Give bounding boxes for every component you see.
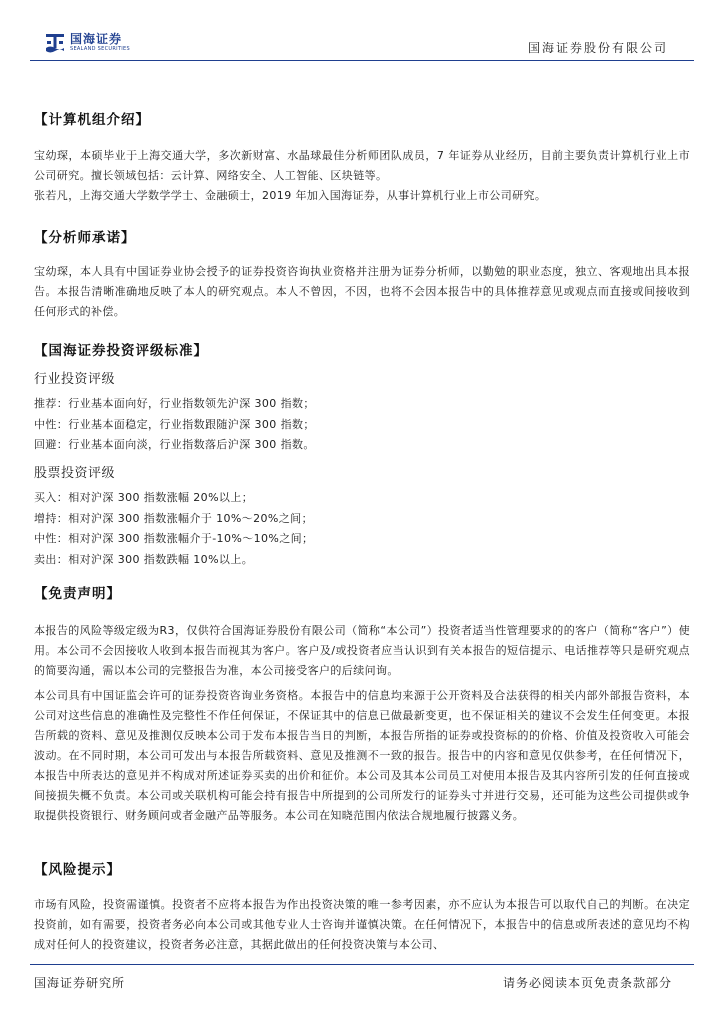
section-title-team: 【计算机组介绍】 [34,112,150,128]
industry-rating-list [34,394,315,456]
footer-disclaimer-note: 请务必阅读本页免责条款部分 [502,976,672,990]
commitment-paragraph-1: 宝幼琛，本人具有中国证券业协会授予的证券投资咨询执业资格并注册为证券分析师，以勤勉的职业态度，独立、客观地出具本报告。本报告清晰准确地反映了本人的研究观点。本人不曾因，不因，也将不会因本报告中的具体推荐意见或观点而直接或间接收到任何形式的补偿。 [34,265,690,318]
company-name: 国海证券股份有限公司 [527,41,668,55]
section-title-rating: 【国海证券投资评级标准】 [34,343,208,359]
team-paragraph-1: 宝幼琛，本硕毕业于上海交通大学，多次新财富、水晶球最佳分析师团队成员，7 年证券从业经历，目前主要负责计算机行业上市公司研究。擅长领域包括：云计算、网络安全、人工智能、区块链等。 [34,149,690,182]
risk-paragraph-1: 市场有风险，投资需谨慎。投资者不应将本报告为作出投资决策的唯一参考因素，亦不应认为本报告可以取代自己的判断。在决定投资前，如有需要，投资者务必向本公司或其他专业人士咨询并谨慎决策。在任何情况下，本报告中的信息或所表述的意见均不构成对任何人的投资建议，投资者务必注意，其据此做出的任何投资决策与本公司、 [34,898,690,951]
section-title-disclaimer: 【免责声明】 [34,586,121,602]
team-intro [34,146,690,206]
team-paragraph-2: 张若凡，上海交通大学数学学士、金融硕士，2019 年加入国海证券，从事计算机行业上市公司研究。 [34,189,547,202]
stock-rating-item: 卖出：相对沪深 300 指数跌幅 10%以上。 [34,552,254,566]
section-title-commitment: 【分析师承诺】 [34,230,136,246]
industry-rating-item: 回避：行业基本面向淡，行业指数落后沪深 300 指数。 [34,438,315,451]
industry-rating-item: 中性：行业基本面稳定，行业指数跟随沪深 300 指数； [34,417,315,431]
stock-rating-list [34,488,313,570]
stock-rating-item: 中性：相对沪深 300 指数涨幅介于-10%～10%之间； [34,532,314,545]
logo-cn-text: 国海证券 [70,31,123,46]
analyst-commitment [34,262,690,322]
stock-rating-item: 买入：相对沪深 300 指数涨幅 20%以上； [34,491,254,504]
stock-rating-item: 增持：相对沪深 300 指数涨幅介于 10%～20%之间； [34,511,313,525]
logo-en-text: SEALAND SECURITIES [70,45,130,52]
header-divider [30,60,694,61]
disclaimer-paragraph-1: 本报告的风险等级定级为R3，仅供符合国海证券股份有限公司（简称“本公司”）投资者适当性管理要求的的客户（简称“客户”）使用。本公司不会因接收人收到本报告而视其为客户。客户及/或投资者应当认识到有关本报告的短信提示、电话推荐等只是研究观点的简要沟通，需以本公司的完整报告为准，本公司接受客户的后续问询。 [34,624,690,677]
footer-divider [30,964,694,965]
industry-rating-heading: 行业投资评级 [34,372,116,387]
sealand-logo-icon [44,31,66,53]
disclaimer-paragraph-2: 本公司具有中国证监会许可的证券投资咨询业务资格。本报告中的信息均来源于公开资料及合法获得的相关内部外部报告资料，本公司对这些信息的准确性及完整性不作任何保证，不保证其中的信息已做最新变更，也不保证相关的建议不会发生任何变更。本报告所载的资料、意见及推测仅反映本公司于发布本报告当日的判断，本报告所指的证券或投资标的的价格、价值及投资收入可能会波动。在不同时期，本公司可发出与本报告所载资料、意见及推测不一致的报告。报告中的内容和意见仅供参考，在任何情况下，本报告中所表达的意见并不构成对所述证券买卖的出价和征价。本公司及其本公司员工对使用本报告及其内容所引发的任何直接或间接损失概不负责。本公司或关联机构可能会持有报告中所提到的公司所发行的证券头寸并进行交易，还可能为这些公司提供或争取提供投资银行、财务顾问或者金融产品等服务。本公司在知晓范围内依法合规地履行披露义务。 [34,689,690,822]
footer-institute: 国海证券研究所 [34,976,126,990]
industry-rating-item: 推荐：行业基本面向好，行业指数领先沪深 300 指数； [34,397,315,410]
stock-rating-heading: 股票投资评级 [34,466,116,481]
page-header [0,0,724,70]
section-title-risk: 【风险提示】 [34,862,121,878]
company-logo [44,31,130,53]
